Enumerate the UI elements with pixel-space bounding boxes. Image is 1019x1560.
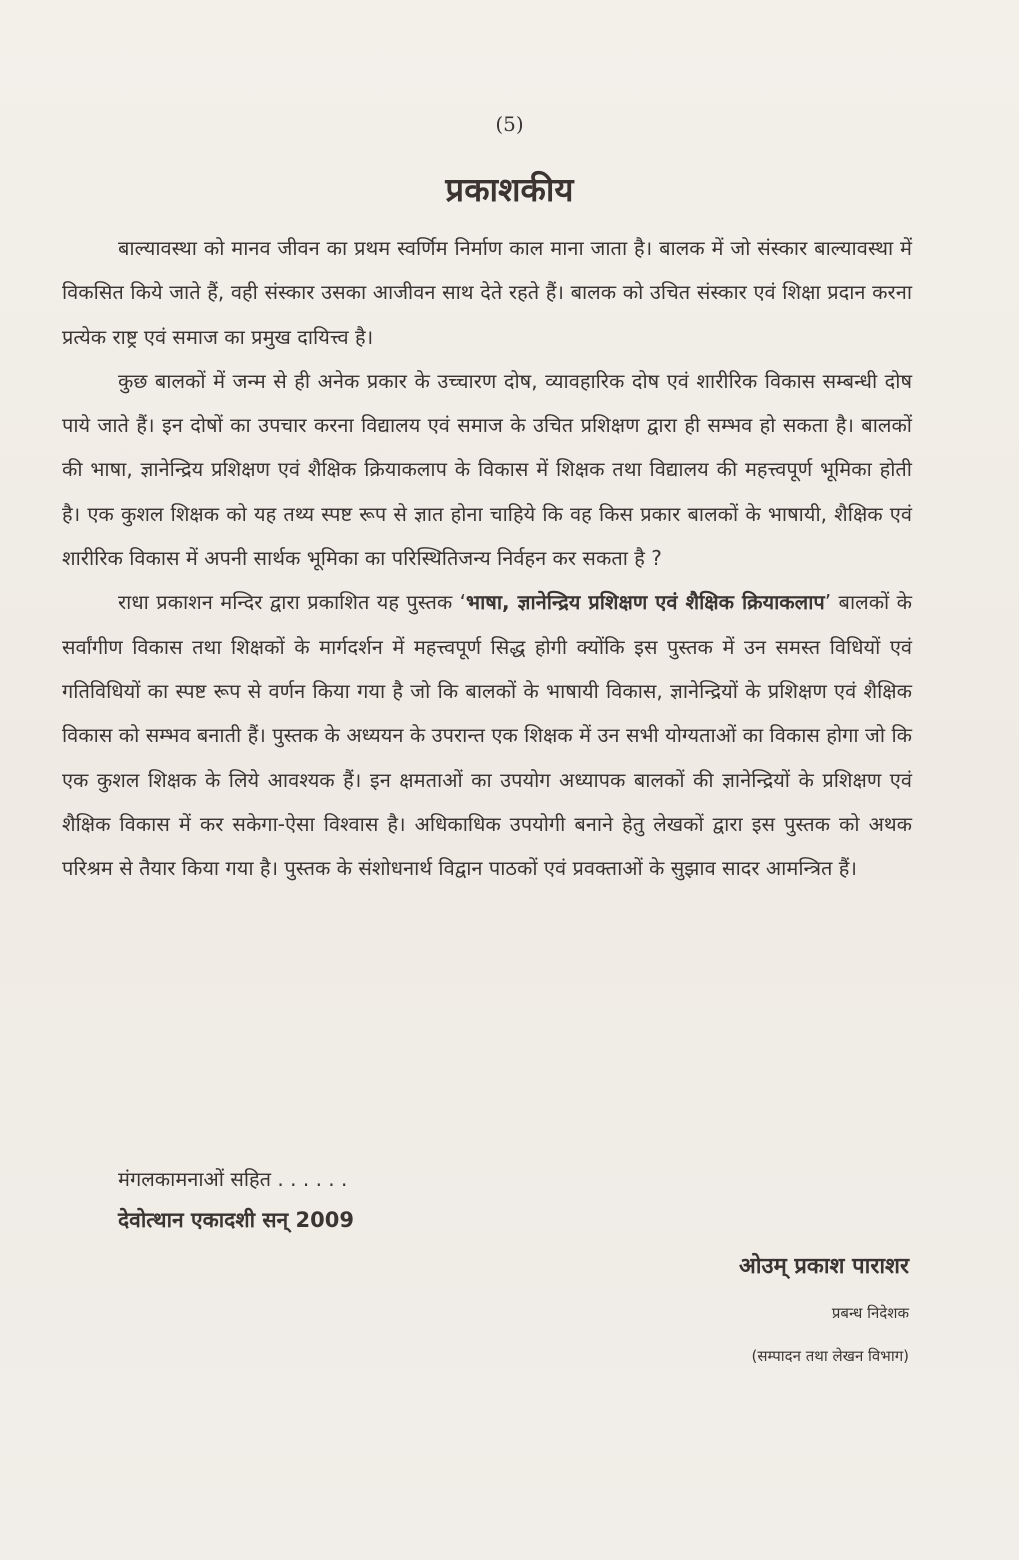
paragraph-2: कुछ बालकों में जन्म से ही अनेक प्रकार के उच्चारण दोष, व्यावहारिक दोष एवं शारीरिक विकास सम्बन्धी दोष पाये जाते हैं। इन दोषों का उपचार करना विद्यालय एवं समाज के उचित प्रशिक्षण द्वारा ही सम्भव हो सकता है। बालकों की भाषा, ज्ञानेन्द्रिय प्रशिक्षण एवं शैक्षिक क्रियाकलाप के विकास में शिक्षक तथा विद्यालय की महत्त्वपूर्ण भूमिका होती है। एक कुशल शिक्षक को यह तथ्य स्पष्ट रूप से ज्ञात होना चाहिये कि वह किस प्रकार बालकों के भाषायी, शैक्षिक एवं शारीरिक विकास में अपनी सार्थक भूमिका का परिस्थितिजन्य निर्वहन कर सकता है ? <box>62 368 912 571</box>
page-title: प्रकाशकीय <box>445 170 574 209</box>
paragraph-3-intro: राधा प्रकाशन मन्दिर द्वारा प्रकाशित यह पुस्तक ‘ <box>118 590 467 615</box>
closing-greeting: मंगलकामनाओं सहित . . . . . . <box>118 1167 348 1191</box>
signatory-department: (सम्पादन तथा लेखन विभाग) <box>751 1347 909 1365</box>
paragraph-3 <box>62 580 912 890</box>
page-number: (5) <box>495 112 524 136</box>
signatory-name: ओउम् प्रकाश पाराशर <box>739 1254 909 1279</box>
book-title: भाषा, ज्ञानेन्द्रिय प्रशिक्षण एवं शैक्षिक क्रियाकलाप <box>466 590 825 615</box>
paragraph-3-rest: ’ बालकों के सर्वांगीण विकास तथा शिक्षकों के मार्गदर्शन में महत्त्वपूर्ण सिद्ध होगी क्योंकि इस पुस्तक में उन समस्त विधियों एवं गतिविधियों का स्पष्ट रूप से वर्णन किया गया है जो कि बालकों के भाषायी विकास, ज्ञानेन्द्रियों के प्रशिक्षण एवं शैक्षिक विकास को सम्भव बनाती हैं। पुस्तक के अध्ययन के उपरान्त एक शिक्षक में उन सभी योग्यताओं का विकास होगा जो कि एक कुशल शिक्षक के लिये आवश्यक हैं। इन क्षमताओं का उपयोग अध्यापक बालकों की ज्ञानेन्द्रियों के प्रशिक्षण एवं शैक्षिक विकास में कर सकेगा-ऐसा विश्वास है। अधिकाधिक उपयोगी बनाने हेतु लेखकों द्वारा इस पुस्तक को अथक परिश्रम से तैयार किया गया है। पुस्तक के संशोधनार्थ विद्वान पाठकों एवं प्रवक्ताओं के सुझाव सादर आमन्त्रित हैं। <box>62 590 912 881</box>
signatory-role: प्रबन्ध निदेशक <box>831 1304 909 1322</box>
paragraph-1: बाल्यावस्था को मानव जीवन का प्रथम स्वर्णिम निर्माण काल माना जाता है। बालक में जो संस्कार बाल्यावस्था में विकसित किये जाते हैं, वही संस्कार उसका आजीवन साथ देते रहते हैं। बालक को उचित संस्कार एवं शिक्षा प्रदान करना प्रत्येक राष्ट्र एवं समाज का प्रमुख दायित्त्व है। <box>62 236 912 349</box>
preface-body <box>62 226 912 890</box>
date-line: देवोत्थान एकादशी सन् 2009 <box>118 1208 354 1232</box>
